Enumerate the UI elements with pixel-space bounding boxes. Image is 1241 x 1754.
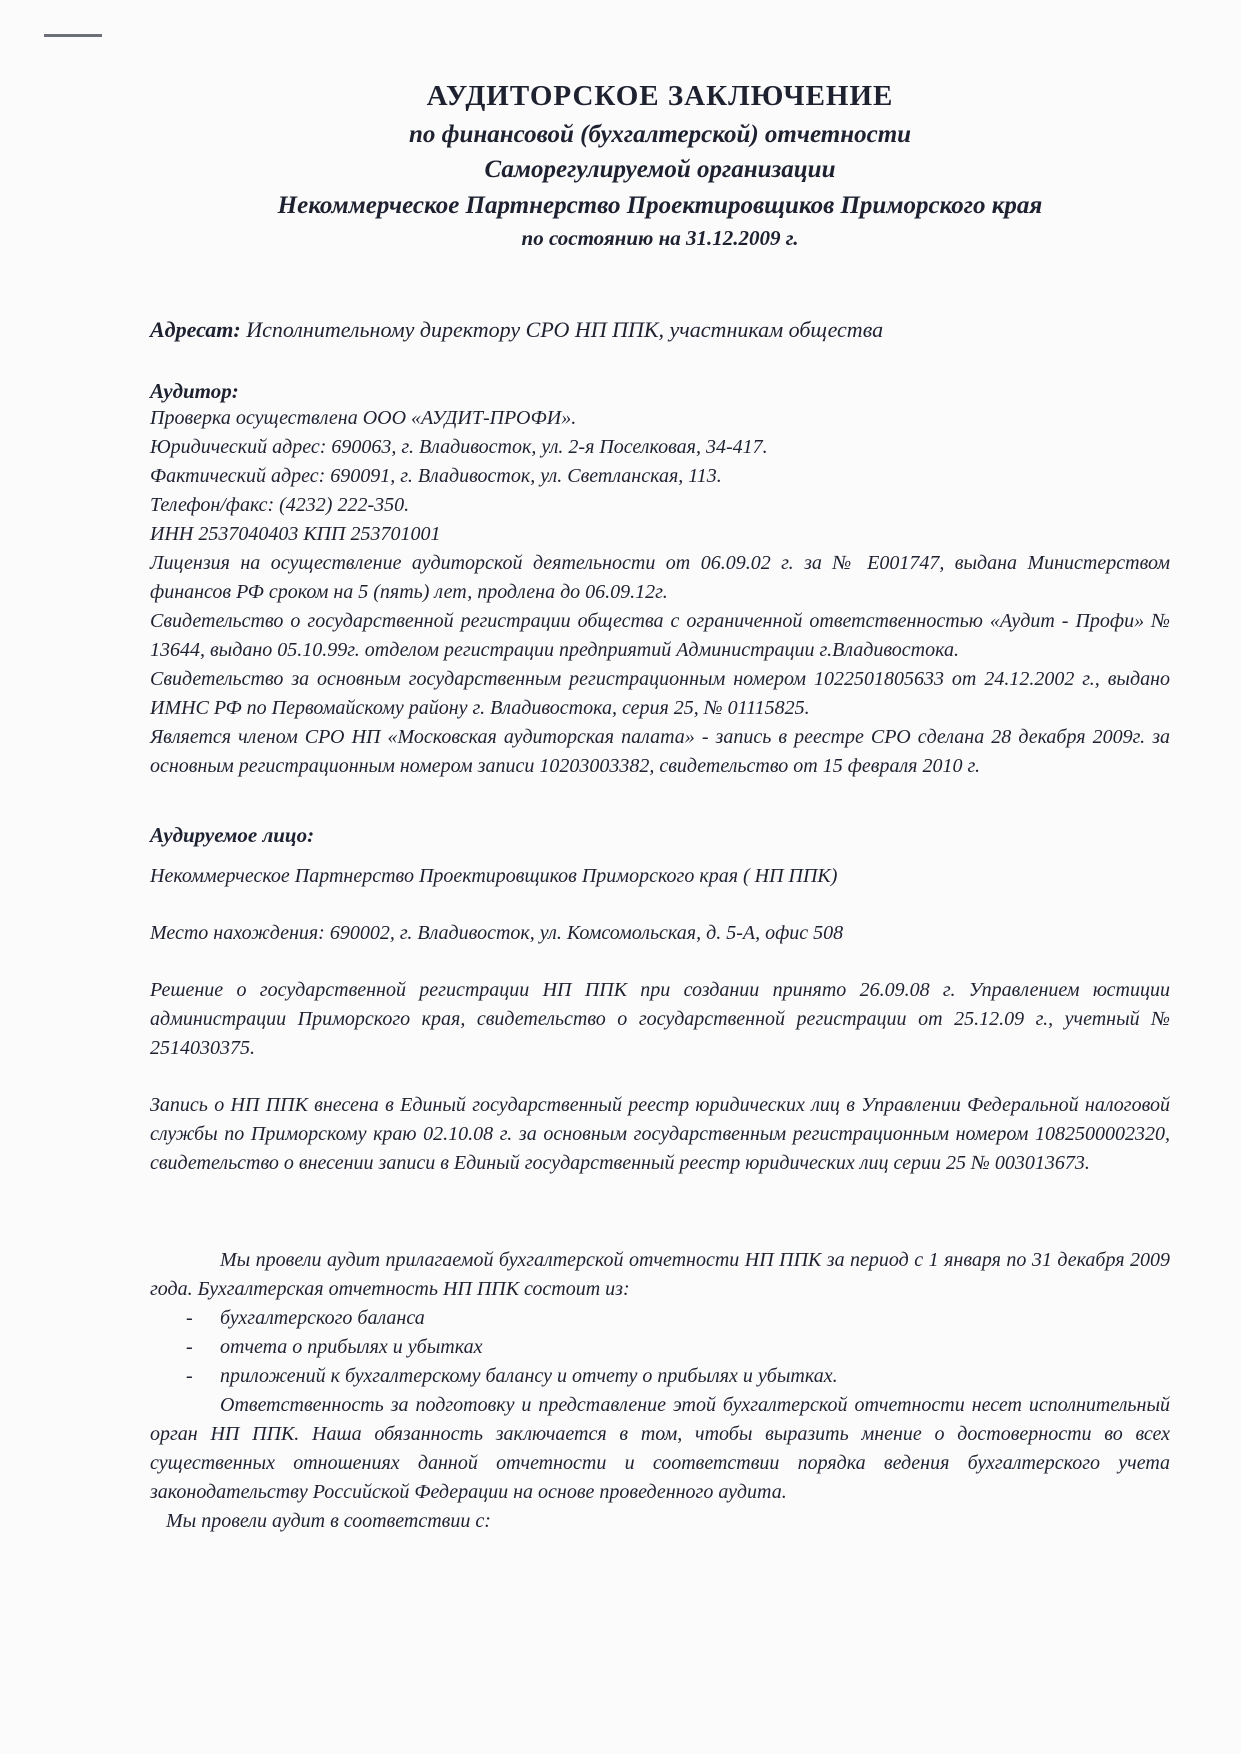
auditee-registration: Решение о государственной регистрации НП ППК при создании принято 26.09.08 г. Управлением юстиции администрации Приморского края, свидетельство о государственной регистрации от 25.12.09 г., учетный № 2514030375. — [150, 979, 1170, 1059]
list-item: - отчета о прибылях и убытках — [150, 1333, 1170, 1362]
auditor-section — [150, 379, 1170, 781]
addressee-label: Адресат: — [150, 317, 241, 342]
addressee-text: Исполнительному директору СРО НП ППК, участникам общества — [246, 317, 884, 342]
auditor-line: ИНН 2537040403 КПП 253701001 — [150, 523, 441, 545]
scan-artifact-line — [44, 34, 102, 37]
auditee-egrul: Запись о НП ППК внесена в Единый государственный реестр юридических лиц в Управлении Федеральной налоговой службы по Приморскому краю 02.10.08 г. за основным государственным регистрационным номером 1082500002320, свидетельство о внесении записи в Единый государственный реестр юридических лиц серии 25 № 003013673. — [150, 1094, 1170, 1174]
document-page — [150, 80, 1170, 1536]
subtitle-date: по состоянию на 31.12.2009 г. — [521, 225, 799, 250]
auditor-line: Юридический адрес: 690063, г. Владивосток, ул. 2-я Поселковая, 34-417. — [150, 436, 768, 458]
auditor-line: Фактический адрес: 690091, г. Владивосток, ул. Светланская, 113. — [150, 465, 722, 487]
auditor-ogrn: Свидетельство за основным государственным регистрационным номером 1022501805633 от 24.12.2002 г., выдано ИМНС РФ по Первомайскому району г. Владивостока, серия 25, № 01115825. — [150, 668, 1170, 719]
addressee-line — [150, 317, 1170, 343]
subtitle-line-3: Некоммерческое Партнерство Проектировщиков Приморского края — [277, 191, 1043, 219]
auditee-section — [150, 823, 1170, 1178]
audit-intro: Мы провели аудит прилагаемой бухгалтерской отчетности НП ППК за период с 1 января по 31 декабря 2009 года. Бухгалтерская отчетность НП ППК состоит из: — [150, 1249, 1170, 1300]
subtitle-line-1: по финансовой (бухгалтерской) отчетности — [408, 121, 912, 148]
auditor-label: Аудитор: — [150, 379, 239, 403]
auditor-line: Проверка осуществлена ООО «АУДИТ-ПРОФИ». — [150, 407, 577, 429]
list-item: - приложений к бухгалтерскому балансу и отчету о прибылях и убытках. — [150, 1362, 1170, 1391]
auditor-line: Телефон/факс: (4232) 222-350. — [150, 494, 410, 516]
subtitle-line-2: Саморегулируемой организации — [484, 156, 836, 184]
audit-body — [150, 1246, 1170, 1536]
auditor-sro: Является членом СРО НП «Московская аудиторская палата» - запись в реестре СРО сделана 28 декабря 2009г. за основным регистрационным номером записи 10203003382, свидетельство от 15 февраля 2010 г. — [150, 726, 1170, 777]
statements-list — [150, 1304, 1170, 1391]
closing-line: Мы провели аудит в соответствии с: — [166, 1510, 491, 1532]
document-title: АУДИТОРСКОЕ ЗАКЛЮЧЕНИЕ — [426, 80, 894, 112]
list-item: - бухгалтерского баланса — [150, 1304, 1170, 1333]
responsibility-paragraph: Ответственность за подготовку и представление этой бухгалтерской отчетности несет исполнительный орган НП ППК. Наша обязанность заключается в том, чтобы выразить мнение о достоверности во всех существенных отношениях данной отчетности и соответствии порядка ведения бухгалтерского учета законодательству Российской Федерации на основе проведенного аудита. — [150, 1394, 1170, 1503]
auditor-certificate: Свидетельство о государственной регистрации общества с ограниченной ответственностью «Аудит - Профи» № 13644, выдано 05.10.99г. отделом регистрации предприятий Администрации г.Владивостока. — [150, 610, 1170, 661]
document-header — [150, 80, 1170, 251]
auditee-label: Аудируемое лицо: — [150, 823, 315, 847]
auditor-license: Лицензия на осуществление аудиторской деятельности от 06.09.02 г. за № Е001747, выдана Министерством финансов РФ сроком на 5 (пять) лет, продлена до 06.09.12г. — [150, 552, 1170, 603]
auditee-location: Место нахождения: 690002, г. Владивосток, ул. Комсомольская, д. 5-А, офис 508 — [150, 922, 844, 944]
auditee-name: Некоммерческое Партнерство Проектировщиков Приморского края ( НП ППК) — [150, 865, 838, 887]
